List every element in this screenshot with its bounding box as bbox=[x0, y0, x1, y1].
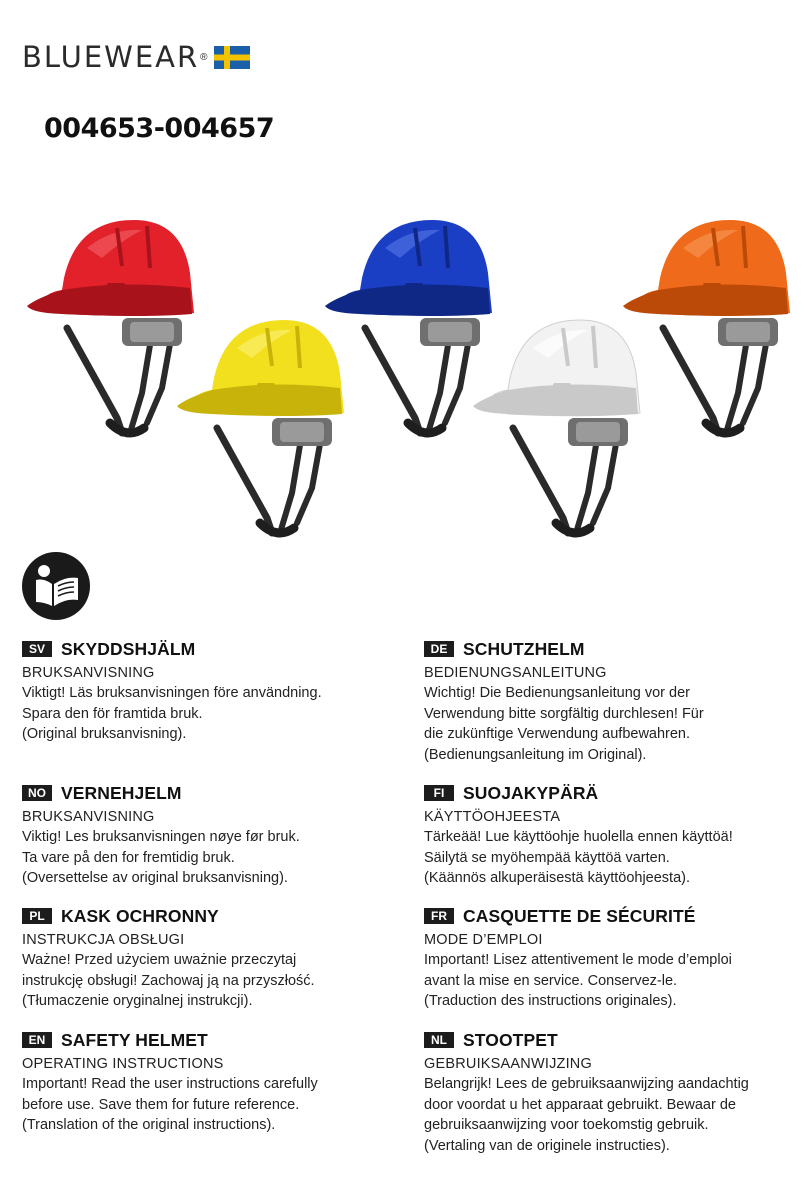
section-title: SKYDDSHJÄLM bbox=[61, 638, 196, 659]
text-line: gebruiksaanwijzing voor toekomstig gebruik. bbox=[424, 1117, 709, 1134]
section-fi bbox=[424, 782, 794, 889]
helmet-1 bbox=[27, 220, 194, 433]
section-nl bbox=[424, 1029, 794, 1156]
section-title: SAFETY HELMET bbox=[61, 1029, 208, 1050]
text-line: (Bedienungsanleitung im Original). bbox=[424, 746, 647, 763]
language-code-sv: SV bbox=[22, 641, 52, 657]
section-sv bbox=[22, 638, 392, 745]
section-title: SUOJAKYPÄRÄ bbox=[463, 782, 599, 803]
section-en bbox=[22, 1029, 392, 1136]
section-pl bbox=[22, 905, 392, 1012]
text-line: Ważne! Przed użyciem uważnie przeczytaj bbox=[22, 952, 297, 968]
section-subtitle: BEDIENUNGSANLEITUNG bbox=[424, 665, 607, 681]
section-title: KASK OCHRONNY bbox=[61, 905, 219, 926]
section-subtitle: KÄYTTÖOHJEESTA bbox=[424, 809, 561, 825]
text-line: Important! Lisez attentivement le mode d’emploi bbox=[424, 952, 732, 968]
language-code-nl: NL bbox=[424, 1032, 454, 1048]
section-subtitle: OPERATING INSTRUCTIONS bbox=[22, 1056, 224, 1072]
section-title: SCHUTZHELM bbox=[463, 638, 585, 659]
helmet-5 bbox=[623, 220, 790, 433]
language-code-fr: FR bbox=[424, 908, 454, 924]
language-code-no: NO bbox=[22, 785, 52, 801]
section-title: STOOTPET bbox=[463, 1029, 558, 1050]
text-line: instrukcję obsługi! Zachowaj ją na przyszłość. bbox=[22, 972, 315, 989]
swedish-flag-icon bbox=[214, 46, 250, 69]
text-line: Verwendung bitte sorgfältig durchlesen! Für bbox=[424, 705, 704, 722]
text-line: Tärkeää! Lue käyttöohje huolella ennen käyttöä! bbox=[424, 829, 733, 845]
section-subtitle: BRUKSANVISNING bbox=[22, 665, 155, 681]
text-line: (Tłumaczenie oryginalnej instrukcji). bbox=[22, 993, 253, 1010]
text-line: (Original bruksanvisning). bbox=[22, 726, 187, 743]
helmets-illustration bbox=[0, 200, 808, 550]
text-line: door voordat u het apparaat gebruikt. Bewaar de bbox=[424, 1096, 736, 1113]
language-code-de: DE bbox=[424, 641, 454, 657]
section-de bbox=[424, 638, 794, 765]
registered-mark: ® bbox=[200, 51, 208, 63]
text-line: Belangrijk! Lees de gebruiksaanwijzing aandachtig bbox=[424, 1076, 749, 1092]
text-line: Säilytä se myöhempää käyttöä varten. bbox=[424, 849, 670, 866]
text-line: Viktig! Les bruksanvisningen nøye før bruk. bbox=[22, 829, 300, 845]
brand-logo bbox=[22, 40, 250, 74]
text-line: (Oversettelse av original bruksanvisning). bbox=[22, 870, 288, 887]
section-title: CASQUETTE DE SÉCURITÉ bbox=[463, 905, 696, 926]
section-title: VERNEHJELM bbox=[61, 782, 182, 803]
text-line: die zukünftige Verwendung aufbewahren. bbox=[424, 726, 691, 743]
language-code-fi: FI bbox=[424, 785, 454, 801]
text-line: (Vertaling van de originele instructies). bbox=[424, 1137, 670, 1154]
language-code-pl: PL bbox=[22, 908, 52, 924]
brand-name: BLUEWEAR bbox=[22, 40, 200, 74]
helmet-3 bbox=[325, 220, 492, 433]
helmet-2 bbox=[177, 320, 344, 533]
section-fr bbox=[424, 905, 794, 1012]
text-line: Viktigt! Läs bruksanvisningen före användning. bbox=[22, 685, 322, 701]
language-code-en: EN bbox=[22, 1032, 52, 1048]
model-number: 004653-004657 bbox=[44, 113, 275, 144]
text-line: before use. Save them for future reference. bbox=[22, 1096, 300, 1113]
helmet-4 bbox=[473, 320, 640, 533]
section-subtitle: GEBRUIKSAANWIJZING bbox=[424, 1056, 592, 1072]
text-line: (Traduction des instructions originales). bbox=[424, 993, 677, 1010]
text-line: Spara den för framtida bruk. bbox=[22, 705, 203, 722]
section-no bbox=[22, 782, 392, 889]
text-line: (Translation of the original instructions). bbox=[22, 1117, 276, 1134]
text-line: Ta vare på den for fremtidig bruk. bbox=[22, 849, 235, 866]
section-subtitle: INSTRUKCJA OBSŁUGI bbox=[22, 932, 185, 948]
text-line: Wichtig! Die Bedienungsanleitung vor der bbox=[424, 685, 690, 701]
text-line: avant la mise en service. Conservez-le. bbox=[424, 972, 678, 989]
read-manual-icon bbox=[22, 552, 90, 620]
text-line: (Käännös alkuperäisestä käyttöohjeesta). bbox=[424, 870, 690, 887]
text-line: Important! Read the user instructions carefully bbox=[22, 1076, 318, 1092]
section-subtitle: BRUKSANVISNING bbox=[22, 809, 155, 825]
section-subtitle: MODE D’EMPLOI bbox=[424, 932, 543, 948]
